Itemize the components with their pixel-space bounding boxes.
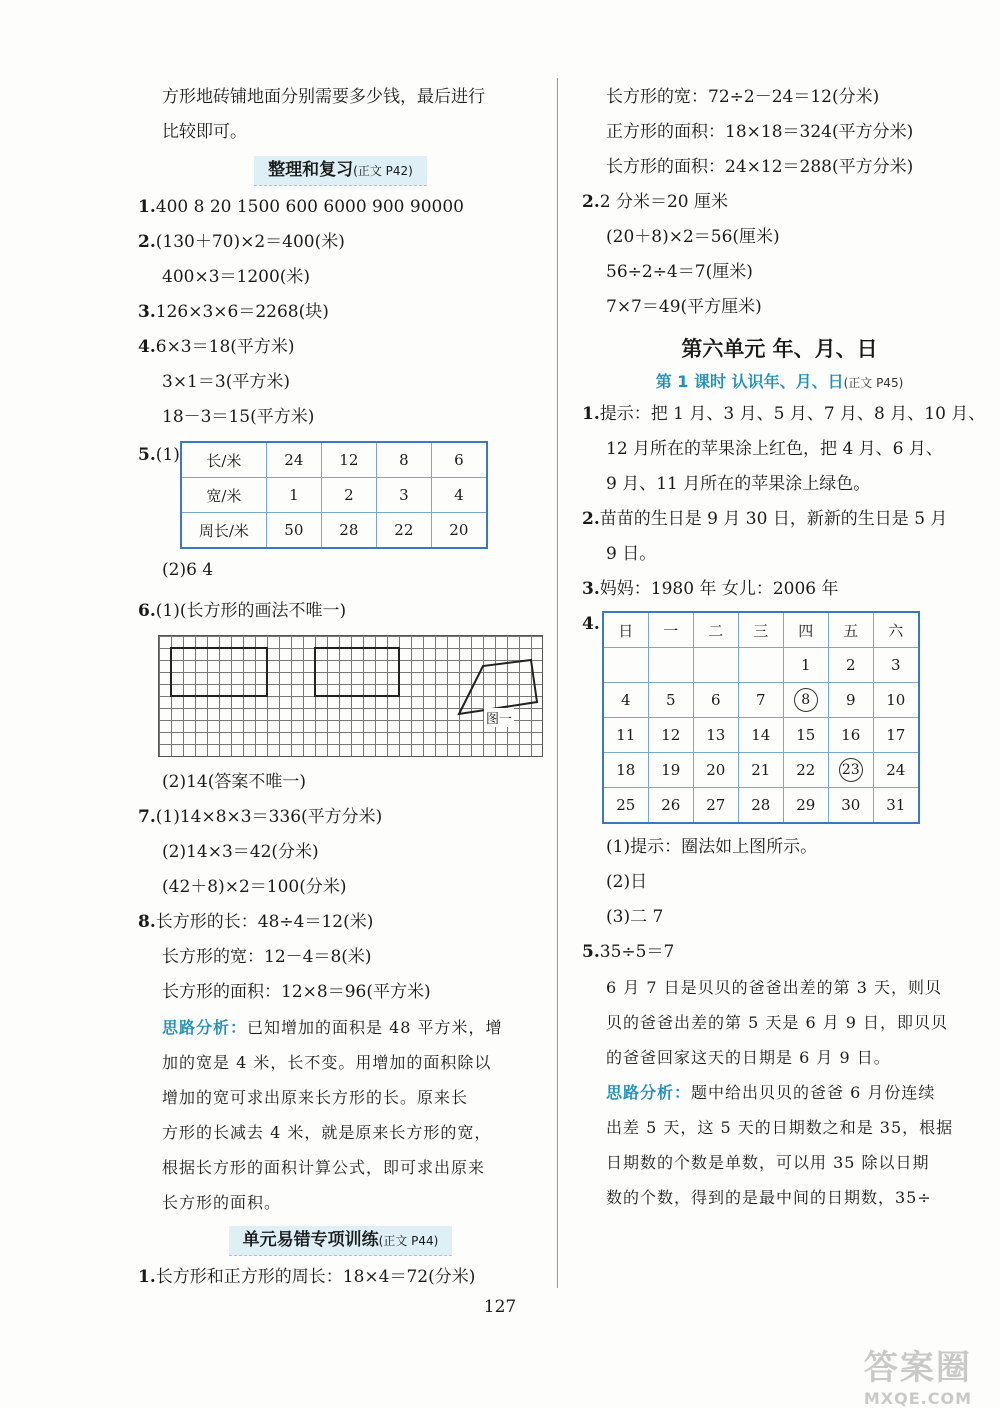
answer-line: 3×1＝3(平方米): [162, 372, 290, 392]
left-column: [138, 80, 543, 1295]
section-ref: (正文 P44): [378, 1234, 439, 1248]
calendar-day: 16: [828, 718, 873, 753]
calendar-day: 9: [828, 683, 873, 718]
question-8: 8.长方形的长：48÷4＝12(米): [138, 912, 374, 932]
right-column: [582, 80, 986, 1215]
lesson-question-2: 2.苗苗的生日是 9 月 30 日，新新的生日是 5 月: [582, 509, 948, 529]
calendar-day: 26: [648, 788, 693, 824]
lesson-question-1: 1.提示：把 1 月、3 月、5 月、7 月、8 月、10 月、: [582, 404, 986, 424]
explanation-block: 6 月 7 日是贝贝的爸爸出差的第 3 天，则贝 贝的爸爸出差的第 5 天是 6 月 9 日，即贝贝 的爸爸回家这天的日期是 6 月 9 日。 思路分析：题中给出贝贝的爸爸 6 月份连续 出差 5 天，这 5 天的日期数之和是 35，根据 日期数的个数是单数，可以用 35 除以日期 数的个数，得到的是最中间的日期数，35÷: [606, 978, 954, 1207]
answer-line: 正方形的面积：18×18＝324(平方分米): [606, 122, 914, 142]
table-cell: 4: [431, 478, 487, 513]
table-cell: 12: [321, 442, 376, 478]
table-cell: 1: [266, 478, 321, 513]
answer-line: (2)日: [606, 872, 648, 892]
question-1: 1.400 8 20 1500 600 6000 900 90000: [138, 197, 464, 217]
intro-line: 方形地砖铺地面分别需要多少钱，最后进行: [162, 87, 485, 107]
answer-line: 7×7＝49(平方厘米): [606, 297, 762, 317]
question-7: 7.(1)14×8×3＝336(平方分米): [138, 807, 383, 827]
answer-line: 长方形的面积：24×12＝288(平方分米): [606, 157, 914, 177]
calendar-day: 4: [603, 683, 649, 718]
calendar-day: 15: [783, 718, 828, 753]
calendar-day: 27: [693, 788, 738, 824]
answer-line: (42＋8)×2＝100(分米): [162, 877, 347, 897]
calendar-day: 10: [873, 683, 919, 718]
calendar-table: [602, 611, 920, 824]
lesson-question-5: 5.35÷5＝7: [582, 942, 675, 962]
calendar-day: 25: [603, 788, 649, 824]
watermark-logo: [864, 1340, 972, 1408]
watermark-url: MXQE.COM: [863, 1389, 972, 1408]
calendar-day: 31: [873, 788, 919, 824]
answer-line: 长方形的面积：12×8＝96(平方米): [162, 982, 431, 1002]
calendar-day: 7: [738, 683, 783, 718]
calendar-day: 1: [783, 648, 828, 683]
question-3: 3.126×3×6＝2268(块): [138, 302, 329, 322]
calendar-day: 19: [648, 753, 693, 788]
error-question-2: 2.2 分米＝20 厘米: [582, 192, 729, 212]
lesson-title: 第 1 课时 认识年、月、日(正文 P45): [655, 372, 904, 391]
answer-line: 长方形的宽：72÷2－24＝12(分米): [606, 87, 880, 107]
calendar-day: 20: [693, 753, 738, 788]
question-2: 2.(130＋70)×2＝400(米): [138, 232, 345, 252]
lesson-question-3: 3.妈妈：1980 年 女儿：2006 年: [582, 579, 839, 599]
rectangle-shape: [315, 648, 399, 696]
perimeter-table: [180, 441, 488, 549]
question-6: 6.(1)(长方形的画法不唯一): [138, 601, 347, 621]
calendar-day: 13: [693, 718, 738, 753]
calendar-day: 11: [603, 718, 649, 753]
answer-line: 56÷2÷4＝7(厘米): [606, 262, 753, 282]
lesson-question-4: 4. 日 一 二 三 四 五 六 1 2 3 4 5 6 7 8 9 10 11 12 13 14 15 16 17 18 19 20 21 22 23 24 25 26 27 28 29 30 31: [582, 611, 977, 824]
section-title: 单元易错专项训练: [242, 1230, 379, 1250]
calendar-day: 6: [693, 683, 738, 718]
table-cell: 20: [431, 513, 487, 549]
weekday-header: 二: [693, 612, 738, 648]
calendar-day: 3: [873, 648, 919, 683]
watermark-text: 答案圈: [863, 1348, 972, 1388]
answer-line: (2)14(答案不唯一): [162, 772, 306, 792]
calendar-day: 18: [603, 753, 649, 788]
answer-line: (2)14×3＝42(分米): [162, 842, 319, 862]
table-cell: 8: [376, 442, 431, 478]
answer-line: (1)提示：圈法如上图所示。: [606, 837, 818, 857]
calendar-day: 5: [648, 683, 693, 718]
section-ref: (正文 P42): [353, 164, 413, 178]
answer-line: 18－3＝15(平方米): [162, 407, 315, 427]
column-divider: [557, 78, 558, 1288]
grid-shapes: [159, 636, 542, 756]
weekday-header: 六: [873, 612, 919, 648]
calendar-day: 24: [873, 753, 919, 788]
analysis-label: 思路分析：: [162, 1018, 248, 1037]
weekday-header: 三: [738, 612, 783, 648]
unit-title: 第六单元 年、月、日: [681, 337, 878, 361]
calendar-day: 29: [783, 788, 828, 824]
weekday-header: 五: [828, 612, 873, 648]
calendar-day: [693, 648, 738, 683]
analysis-label: 思路分析：: [606, 1083, 692, 1102]
calendar-day: [738, 648, 783, 683]
answer-line: 9 日。: [606, 544, 657, 564]
section-title: 整理和复习: [268, 160, 354, 180]
calendar-day: 2: [828, 648, 873, 683]
table-cell: 宽/米: [181, 478, 267, 513]
question-4: 4.6×3＝18(平方米): [138, 337, 295, 357]
calendar-day: 21: [738, 753, 783, 788]
section-heading-error-training: [138, 1224, 543, 1256]
intro-line: 比较即可。: [162, 122, 247, 142]
error-question-1: 1.长方形和正方形的周长：18×4＝72(分米): [138, 1267, 476, 1287]
quadrilateral-shape: [459, 660, 537, 714]
calendar-day: 28: [738, 788, 783, 824]
answer-line: 9 月、11 月所在的苹果涂上绿色。: [606, 474, 871, 494]
calendar-day: 30: [828, 788, 873, 824]
calendar-day: [603, 648, 649, 683]
weekday-header: 四: [783, 612, 828, 648]
circled-day: 8: [794, 688, 818, 712]
calendar-day: [648, 648, 693, 683]
table-cell: 50: [266, 513, 321, 549]
page-number: 127: [483, 1297, 517, 1317]
table-cell: 24: [266, 442, 321, 478]
table-cell: 3: [376, 478, 431, 513]
weekday-header: 日: [603, 612, 649, 648]
calendar-day: 22: [783, 753, 828, 788]
calendar-day: 14: [738, 718, 783, 753]
answer-line: 长方形的宽：12－4＝8(米): [162, 947, 372, 967]
table-cell: 6: [431, 442, 487, 478]
circled-day: 23: [839, 758, 863, 782]
calendar-day-circled: [783, 683, 828, 718]
drawing-grid-figure: [158, 635, 543, 757]
answer-line: (2)6 4: [162, 560, 214, 580]
weekday-header: 一: [648, 612, 693, 648]
table-cell: 2: [321, 478, 376, 513]
table-cell: 22: [376, 513, 431, 549]
table-cell: 周长/米: [181, 513, 267, 549]
rectangle-shape: [171, 648, 267, 696]
table-cell: 长/米: [181, 442, 267, 478]
figure-label: 图一: [484, 708, 514, 727]
calendar-day-circled: [828, 753, 873, 788]
answer-line: 400×3＝1200(米): [162, 267, 311, 287]
answer-line: (20＋8)×2＝56(厘米): [606, 227, 780, 247]
analysis-block: 思路分析：已知增加的面积是 48 平方米，增 加的宽是 4 米，长不变。用增加的面积除以 增加的宽可求出原来长方形的长。原来长 方形的长减去 4 米，就是原来长方形的宽， 根据长方形的面积计算公式，即可求出原来 长方形的面积。: [162, 1018, 503, 1212]
answer-line: 12 月所在的苹果涂上红色，把 4 月、6 月、: [606, 439, 943, 459]
question-5: 5. (1) 长/米 24 12 8 6 宽/米 1 2 3 4 周长/米 50 28 22 20: [138, 441, 543, 549]
calendar-day: 12: [648, 718, 693, 753]
calendar-day: 17: [873, 718, 919, 753]
section-heading-review: [138, 154, 543, 186]
table-cell: 28: [321, 513, 376, 549]
answer-line: (3)二 7: [606, 907, 664, 927]
